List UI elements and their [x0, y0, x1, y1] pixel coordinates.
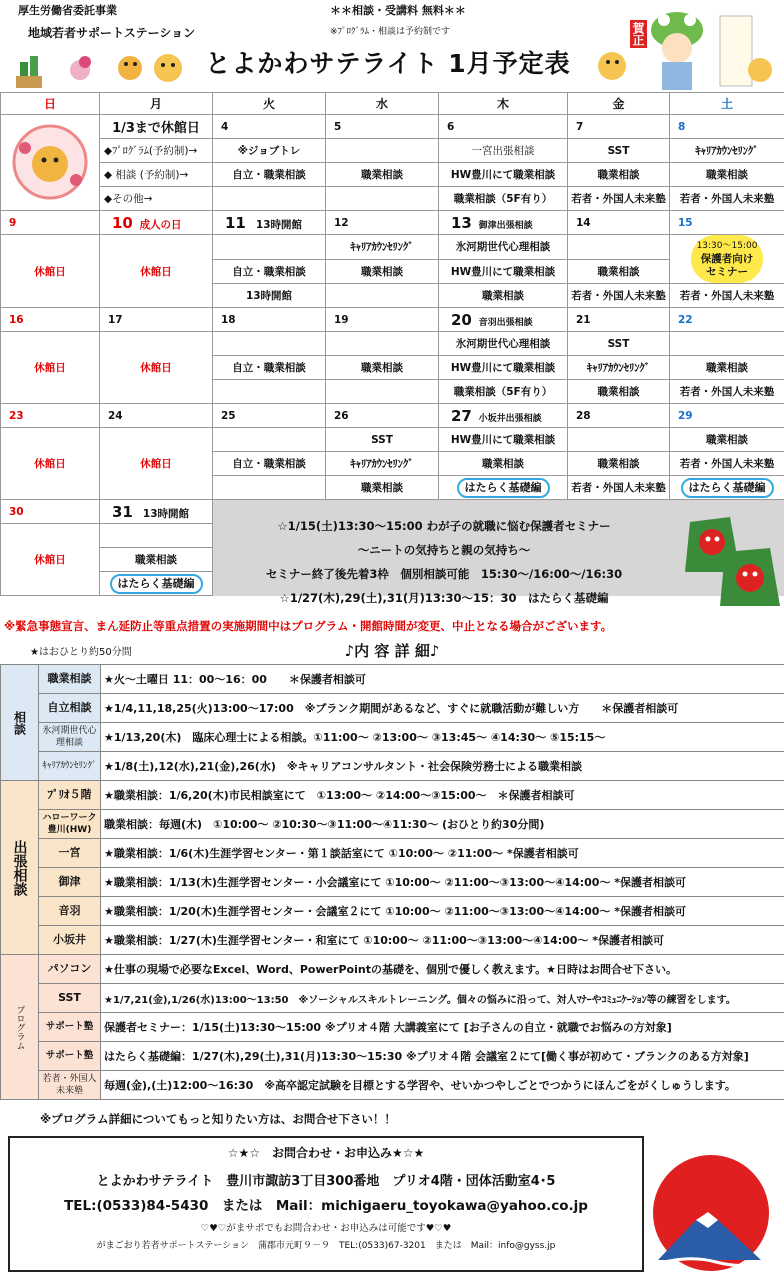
- jan14-mirai: 若者・外国人未来塾: [568, 284, 670, 308]
- text-pc: ★仕事の現場で必要なExcel、Word、PowerPointの基礎を、個別で優しく教えます。★日時はお問合せ下さい。: [101, 955, 784, 984]
- jan13-hyogaki: 氷河期世代心理相談: [439, 235, 568, 260]
- date-14: 14: [568, 211, 670, 235]
- jan11-open13-row: 13時開館: [213, 284, 326, 308]
- date-25: 25: [213, 404, 326, 428]
- new-year-decoration-illustration: [10, 42, 195, 90]
- empty-cell: [213, 476, 326, 500]
- label-pc: パソコン: [39, 955, 101, 984]
- empty-cell: [326, 284, 439, 308]
- date-22: 22: [670, 308, 784, 332]
- emergency-warning: ※緊急事態宣言、まん延防止等重点措置の実施期間中はプログラム・開館時間が変更、中止となる場合がございます。: [4, 619, 613, 633]
- gama-contact: がまごおり若者サポートステーション 蒲郡市元町９－９ TEL:(0533)67-3201 または Mail：info@gyss.jp: [96, 1241, 556, 1251]
- contact-address: とよかわサテライト 豊川市諏訪3丁目300番地 プリオ4階・団体活動室4･5: [96, 1174, 556, 1189]
- date-31: 31: [112, 502, 133, 521]
- jan25-consult: 自立・職業相談: [213, 452, 326, 476]
- empty-cell: [568, 428, 670, 452]
- date-24: 24: [100, 404, 213, 428]
- date-19: 19: [326, 308, 439, 332]
- jan29-consult: 職業相談: [670, 428, 784, 452]
- date-30: 30: [1, 500, 100, 524]
- label-career: ｷｬﾘｱｶｳﾝｾﾘﾝｸﾞ: [39, 752, 101, 781]
- jan15-seminar-cell: [670, 235, 784, 284]
- jan28-consult: 職業相談: [568, 452, 670, 476]
- text-sst: ★1/7,21(金),1/26(水)13:00〜13:50 ※ソーシャルスキルトレーニング。個々の悩みに沿って、対人ﾏﾅｰやｺﾐｭﾆｹｰｼｮﾝ等の練習をします。: [101, 984, 784, 1013]
- date-6: 6: [439, 115, 568, 139]
- empty-cell: [213, 332, 326, 356]
- jan13-hw: HW豊川にて職業相談: [439, 259, 568, 284]
- jan11-consult: 自立・職業相談: [213, 259, 326, 284]
- jan15-mirai: 若者・外国人未来塾: [670, 284, 784, 308]
- text-shokugyo: ★火〜土曜日 11：00〜16：00 ＊保護者相談可: [101, 665, 784, 694]
- jan20-hyogaki: 氷河期世代心理相談: [439, 332, 568, 356]
- empty-cell: [213, 428, 326, 452]
- jan7-sst: SST: [568, 139, 670, 163]
- category-outreach: 出張相談: [1, 781, 39, 955]
- date-28: 28: [568, 404, 670, 428]
- label-prio: ﾌﾟﾘｵ５階: [39, 781, 101, 810]
- date-29: 29: [670, 404, 784, 428]
- jan20-otowa: 音羽出張相談: [478, 317, 533, 328]
- jan31-consult: 職業相談: [100, 548, 213, 572]
- empty-cell: [326, 187, 439, 211]
- gashou-badge: 賀正: [631, 22, 645, 46]
- date-5: 5: [326, 115, 439, 139]
- jan27-consult: 職業相談: [439, 452, 568, 476]
- empty-cell: [100, 524, 213, 548]
- jan27-kozakai: 小坂井出張相談: [478, 413, 542, 424]
- date-12: 12: [326, 211, 439, 235]
- jan13-mito: 御津出張相談: [478, 220, 533, 231]
- text-jiritsu: ★1/4,11,18,25(火)13:00〜17:00 ※ブランク期間があるなど、すぐに就職活動が難しい方 ＊保護者相談可: [101, 694, 784, 723]
- week1-row-head: [1, 115, 784, 139]
- date-17: 17: [100, 308, 213, 332]
- text-hyogaki: ★1/13,20(木) 臨床心理士による相談。①11:00〜 ②13:00〜 ③13:45〜 ④14:30〜 ⑤15:15〜: [101, 723, 784, 752]
- jan21-sst: SST: [568, 332, 670, 356]
- seminar-info: [214, 514, 674, 610]
- gama-note: ♡♥♡がまサポでもお問合わせ・お申込みは可能です♥♡♥: [200, 1223, 452, 1234]
- empty-cell: [213, 187, 326, 211]
- jan31-open13: 13時開館: [142, 507, 190, 520]
- category-consult: 相談: [1, 665, 39, 781]
- date-11: 11: [225, 213, 246, 232]
- label-ichinomiya: 一宮: [39, 839, 101, 868]
- empty-cell: [213, 380, 326, 404]
- rising-sun-fuji-illustration: [646, 1150, 776, 1276]
- detail-table: [0, 664, 784, 1100]
- text-otowa: ★職業相談：1/20(木)生涯学習センター・会議室２にて ①10:00〜 ②11:00〜③13:00〜④14:00〜 *保護者相談可: [101, 897, 784, 926]
- seminar-time: 13:30〜15:00: [696, 241, 758, 251]
- jan21-career: ｷｬﾘｱｶｳﾝｾﾘﾝｸﾞ: [568, 356, 670, 380]
- jan11-open13: 13時開館: [255, 218, 303, 231]
- jan6-consult5f: 職業相談（5F有り）: [439, 187, 568, 211]
- jan26-career: ｷｬﾘｱｶｳﾝｾﾘﾝｸﾞ: [326, 452, 439, 476]
- weekday-fri: 金: [568, 93, 670, 115]
- ministry-label: 厚生労働省委託事業: [18, 4, 117, 17]
- text-kozakai: ★職業相談：1/27(木)生涯学習センター・和室にて ①10:00〜 ②11:00〜③13:00〜④14:00〜 *保護者相談可: [101, 926, 784, 955]
- jan8-mirai: 若者・外国人未来塾: [670, 187, 784, 211]
- contact-box: [8, 1136, 644, 1272]
- empty-cell: [326, 380, 439, 404]
- label-hellowork: ハローワーク豊川(HW): [39, 810, 101, 839]
- label-otowa: 音羽: [39, 897, 101, 926]
- label-mirai: 若者・外国人未来塾: [39, 1071, 101, 1100]
- jan19-consult: 職業相談: [326, 356, 439, 380]
- jan29-hataraku-cloud: はたらく基礎編: [681, 478, 774, 498]
- detail-title: ♪内 容 詳 細♪: [344, 642, 440, 660]
- jan29-mirai: 若者・外国人未来塾: [670, 452, 784, 476]
- date-13: 13: [451, 213, 472, 232]
- text-support2: はたらく基礎編：1/27(木),29(土),31(月)13:30〜15:30 ※プリオ４階 会議室２にて[働く事が初めて・ブランクのある方対象]: [101, 1042, 784, 1071]
- weekday-sat: 土: [670, 93, 784, 115]
- jan6-ichinomiya: 一宮出張相談: [439, 139, 568, 163]
- week1-mon-closed: 1/3まで休館日: [100, 115, 213, 139]
- date-8: 8: [670, 115, 784, 139]
- empty-cell: [568, 235, 670, 260]
- jan4-consult: 自立・職業相談: [213, 163, 326, 187]
- date-4: 4: [213, 115, 326, 139]
- jan27-hw: HW豊川にて職業相談: [439, 428, 568, 452]
- parent-seminar-bubble: [691, 235, 764, 283]
- closed-24: 休館日: [100, 428, 213, 500]
- frog-mascot-illustration: [582, 4, 782, 92]
- seminar-line2: 〜ニートの気持ちと親の気持ち〜: [357, 543, 531, 557]
- legend-other: ◆その他→: [100, 187, 213, 211]
- label-sst: SST: [39, 984, 101, 1013]
- jan27-hataraku-cloud: はたらく基礎編: [457, 478, 550, 498]
- reservation-note: ※ﾌﾟﾛｸﾞﾗﾑ・相談は予約制です: [330, 27, 451, 37]
- tiger-wreath-cell: [1, 115, 100, 211]
- org-name: 地域若者サポートステーション: [28, 26, 196, 40]
- weekday-mon: 月: [100, 93, 213, 115]
- jan14-consult: 職業相談: [568, 259, 670, 284]
- label-hyogaki: 氷河期世代心理相談: [39, 723, 101, 752]
- weekday-sun: 日: [1, 93, 100, 115]
- jan31-hataraku-cloud: はたらく基礎編: [110, 574, 203, 594]
- date-7: 7: [568, 115, 670, 139]
- legend-consult: ◆ 相談 (予約制)→: [100, 163, 213, 187]
- free-note: ＊＊相談・受講料 無料＊＊: [330, 4, 466, 17]
- weekday-tue: 火: [213, 93, 326, 115]
- date-15: 15: [670, 211, 784, 235]
- jan22-consult: 職業相談: [670, 356, 784, 380]
- jan20-hw: HW豊川にて職業相談: [439, 356, 568, 380]
- jan21-consult: 職業相談: [568, 380, 670, 404]
- jan28-mirai: 若者・外国人未来塾: [568, 476, 670, 500]
- closed-30: 休館日: [1, 524, 100, 596]
- jan26-consult: 職業相談: [326, 476, 439, 500]
- jan22-mirai: 若者・外国人未来塾: [670, 380, 784, 404]
- per-person-note: ★はおひとり約50分間: [30, 647, 132, 658]
- empty-cell: [670, 332, 784, 356]
- seminar-bubble-line2: セミナー: [706, 266, 748, 278]
- jan13-consult: 職業相談: [439, 284, 568, 308]
- empty-cell: [326, 332, 439, 356]
- jan12-consult: 職業相談: [326, 259, 439, 284]
- more-info-note: ※プログラム詳細についてもっと知りたい方は、お問合せ下さい！！: [40, 1112, 396, 1126]
- jan26-sst: SST: [326, 428, 439, 452]
- seminar-line4: ☆1/27(木),29(土),31(月)13:30〜15：30 はたらく基礎編: [279, 591, 609, 605]
- label-kozakai: 小坂井: [39, 926, 101, 955]
- jan7-consult: 職業相談: [568, 163, 670, 187]
- seminar-line3: セミナー終了後先着3枠 個別相談可能 15:30〜/16:00〜/16:30: [265, 567, 623, 581]
- weekday-thu: 木: [439, 93, 568, 115]
- contact-head: ☆★☆ お問合わせ・お申込み★☆★: [227, 1146, 425, 1160]
- text-hellowork: 職業相談：毎週(木) ①10:00〜 ②10:30〜③11:00〜④11:30〜 (おひとり約30分間): [101, 810, 784, 839]
- date-10: 10: [112, 213, 133, 232]
- jan12-career: ｷｬﾘｱｶｳﾝｾﾘﾝｸﾞ: [326, 235, 439, 260]
- legend-program: ◆ﾌﾟﾛｸﾞﾗﾑ(予約制)→: [100, 139, 213, 163]
- label-jiritsu: 自立相談: [39, 694, 101, 723]
- text-mirai: 毎週(金),(土)12:00〜16:30 ※高卒認定試験を目標とする学習や、せいかつやしごとでつかうにほんごをがくしゅうします。: [101, 1071, 784, 1100]
- category-program: プログラム: [1, 955, 39, 1100]
- label-support1: サポート塾: [39, 1013, 101, 1042]
- label-support2: サポート塾: [39, 1042, 101, 1071]
- closed-23: 休館日: [1, 428, 100, 500]
- empty-cell: [213, 235, 326, 260]
- jan6-hw: HW豊川にて職業相談: [439, 163, 568, 187]
- closed-17: 休館日: [100, 332, 213, 404]
- jan8-career: ｷｬﾘｱｶｳﾝｾﾘﾝｸﾞ: [670, 139, 784, 163]
- jan18-consult: 自立・職業相談: [213, 356, 326, 380]
- tiger-wreath-illustration: [10, 118, 90, 204]
- coming-of-age-day: 成人の日: [139, 218, 182, 231]
- weekday-header-row: [1, 93, 784, 115]
- label-shokugyo: 職業相談: [39, 665, 101, 694]
- jan5-consult: 職業相談: [326, 163, 439, 187]
- date-20: 20: [451, 310, 472, 329]
- seminar-line1: ☆1/15(土)13:30〜15:00 わが子の就職に悩む保護者セミナー: [277, 519, 611, 533]
- date-18: 18: [213, 308, 326, 332]
- date-26: 26: [326, 404, 439, 428]
- label-mito: 御津: [39, 868, 101, 897]
- closed-9: 休館日: [1, 235, 100, 308]
- contact-tel[interactable]: TEL:(0533)84-5430 または Mail：michigaeru_toyokawa@yahoo.co.jp: [64, 1198, 588, 1214]
- date-16: 16: [1, 308, 100, 332]
- seminar-bubble-line1: 保護者向け: [700, 253, 754, 265]
- text-support1: 保護者セミナー：1/15(土)13:30〜15:00 ※プリオ４階 大講義室にて [お子さんの自立・就職でお悩みの方対象]: [101, 1013, 784, 1042]
- empty-cell: [326, 139, 439, 163]
- weekday-wed: 水: [326, 93, 439, 115]
- jan7-mirai: 若者・外国人未来塾: [568, 187, 670, 211]
- jan20-consult5f: 職業相談（5F有り）: [439, 380, 568, 404]
- text-career: ★1/8(土),12(水),21(金),26(水) ※キャリアコンサルタント・社会保険労務士による職業相談: [101, 752, 784, 781]
- text-ichinomiya: ★職業相談：1/6(木)生涯学習センター・第１談話室にて ①10:00〜 ②11:00〜 *保護者相談可: [101, 839, 784, 868]
- closed-16: 休館日: [1, 332, 100, 404]
- jan4-job-training: ※ジョブトレ: [213, 139, 326, 163]
- date-27: 27: [451, 406, 472, 425]
- text-prio: ★職業相談：1/6,20(木)市民相談室にて ①13:00〜 ②14:00〜③15:00〜 ＊保護者相談可: [101, 781, 784, 810]
- closed-10: 休館日: [100, 235, 213, 308]
- jan8-consult: 職業相談: [670, 163, 784, 187]
- page-title: とよかわサテライト 1月予定表: [205, 49, 571, 78]
- date-21: 21: [568, 308, 670, 332]
- lion-dance-illustration: [680, 512, 784, 608]
- date-23: 23: [1, 404, 100, 428]
- date-9: 9: [1, 211, 100, 235]
- text-mito: ★職業相談：1/13(木)生涯学習センター・小会議室にて ①10:00〜 ②11:00〜③13:00〜④14:00〜 *保護者相談可: [101, 868, 784, 897]
